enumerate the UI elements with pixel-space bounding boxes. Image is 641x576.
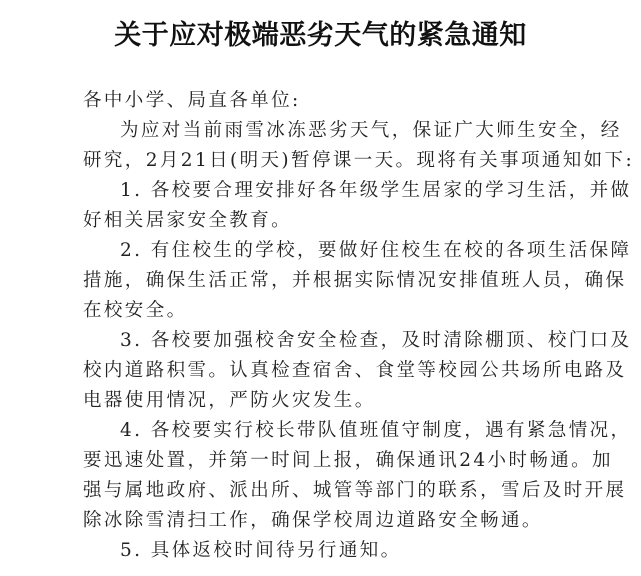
document-title: 关于应对极端恶劣天气的紧急通知 [114,20,527,51]
item-3 [83,326,632,416]
item-line: 2. 有住校生的学校，要做好住校生在校的各项生活保障 [120,240,632,261]
item-1 [83,176,632,236]
item-line: 3. 各校要加强校舍安全检查，及时清除棚顶、校门口及 [120,330,632,351]
item-line: 除冰除雪清扫工作，确保学校周边道路安全畅通。 [83,510,543,531]
item-line: 校内道路积雪。认真检查宿舍、食堂等校园公共场所电路及 [83,360,627,381]
item-line: 4. 各校要实行校长带队值班值守制度，遇有紧急情况， [120,420,632,441]
item-line: 强与属地政府、派出所、城管等部门的联系，雪后及时开展 [83,480,627,501]
intro-line: 为应对当前雨雪冰冻恶劣天气，保证广大师生安全，经 [120,120,622,141]
salutation: 各中小学、局直各单位: [83,90,301,111]
document-body [83,86,635,566]
intro-paragraph [83,116,635,176]
item-2 [83,236,632,326]
item-4 [83,416,632,536]
item-5 [83,536,543,566]
item-line: 1. 各校要合理安排好各年级学生居家的学习生活，并做 [120,180,632,201]
item-line: 好相关居家安全教育。 [83,210,293,231]
item-line: 措施，确保生活正常，并根据实际情况安排值班人员，确保 [83,270,627,291]
item-line: 要迅速处置，并第一时间上报，确保通讯24小时畅通。加 [83,450,613,471]
item-line: 在校安全。 [83,300,188,321]
intro-line: 研究，2月21日(明天)暂停课一天。现将有关事项通知如下: [83,150,635,171]
item-line: 5. 具体返校时间待另行通知。 [120,540,402,561]
item-line: 电器使用情况，严防火灾发生。 [83,390,376,411]
